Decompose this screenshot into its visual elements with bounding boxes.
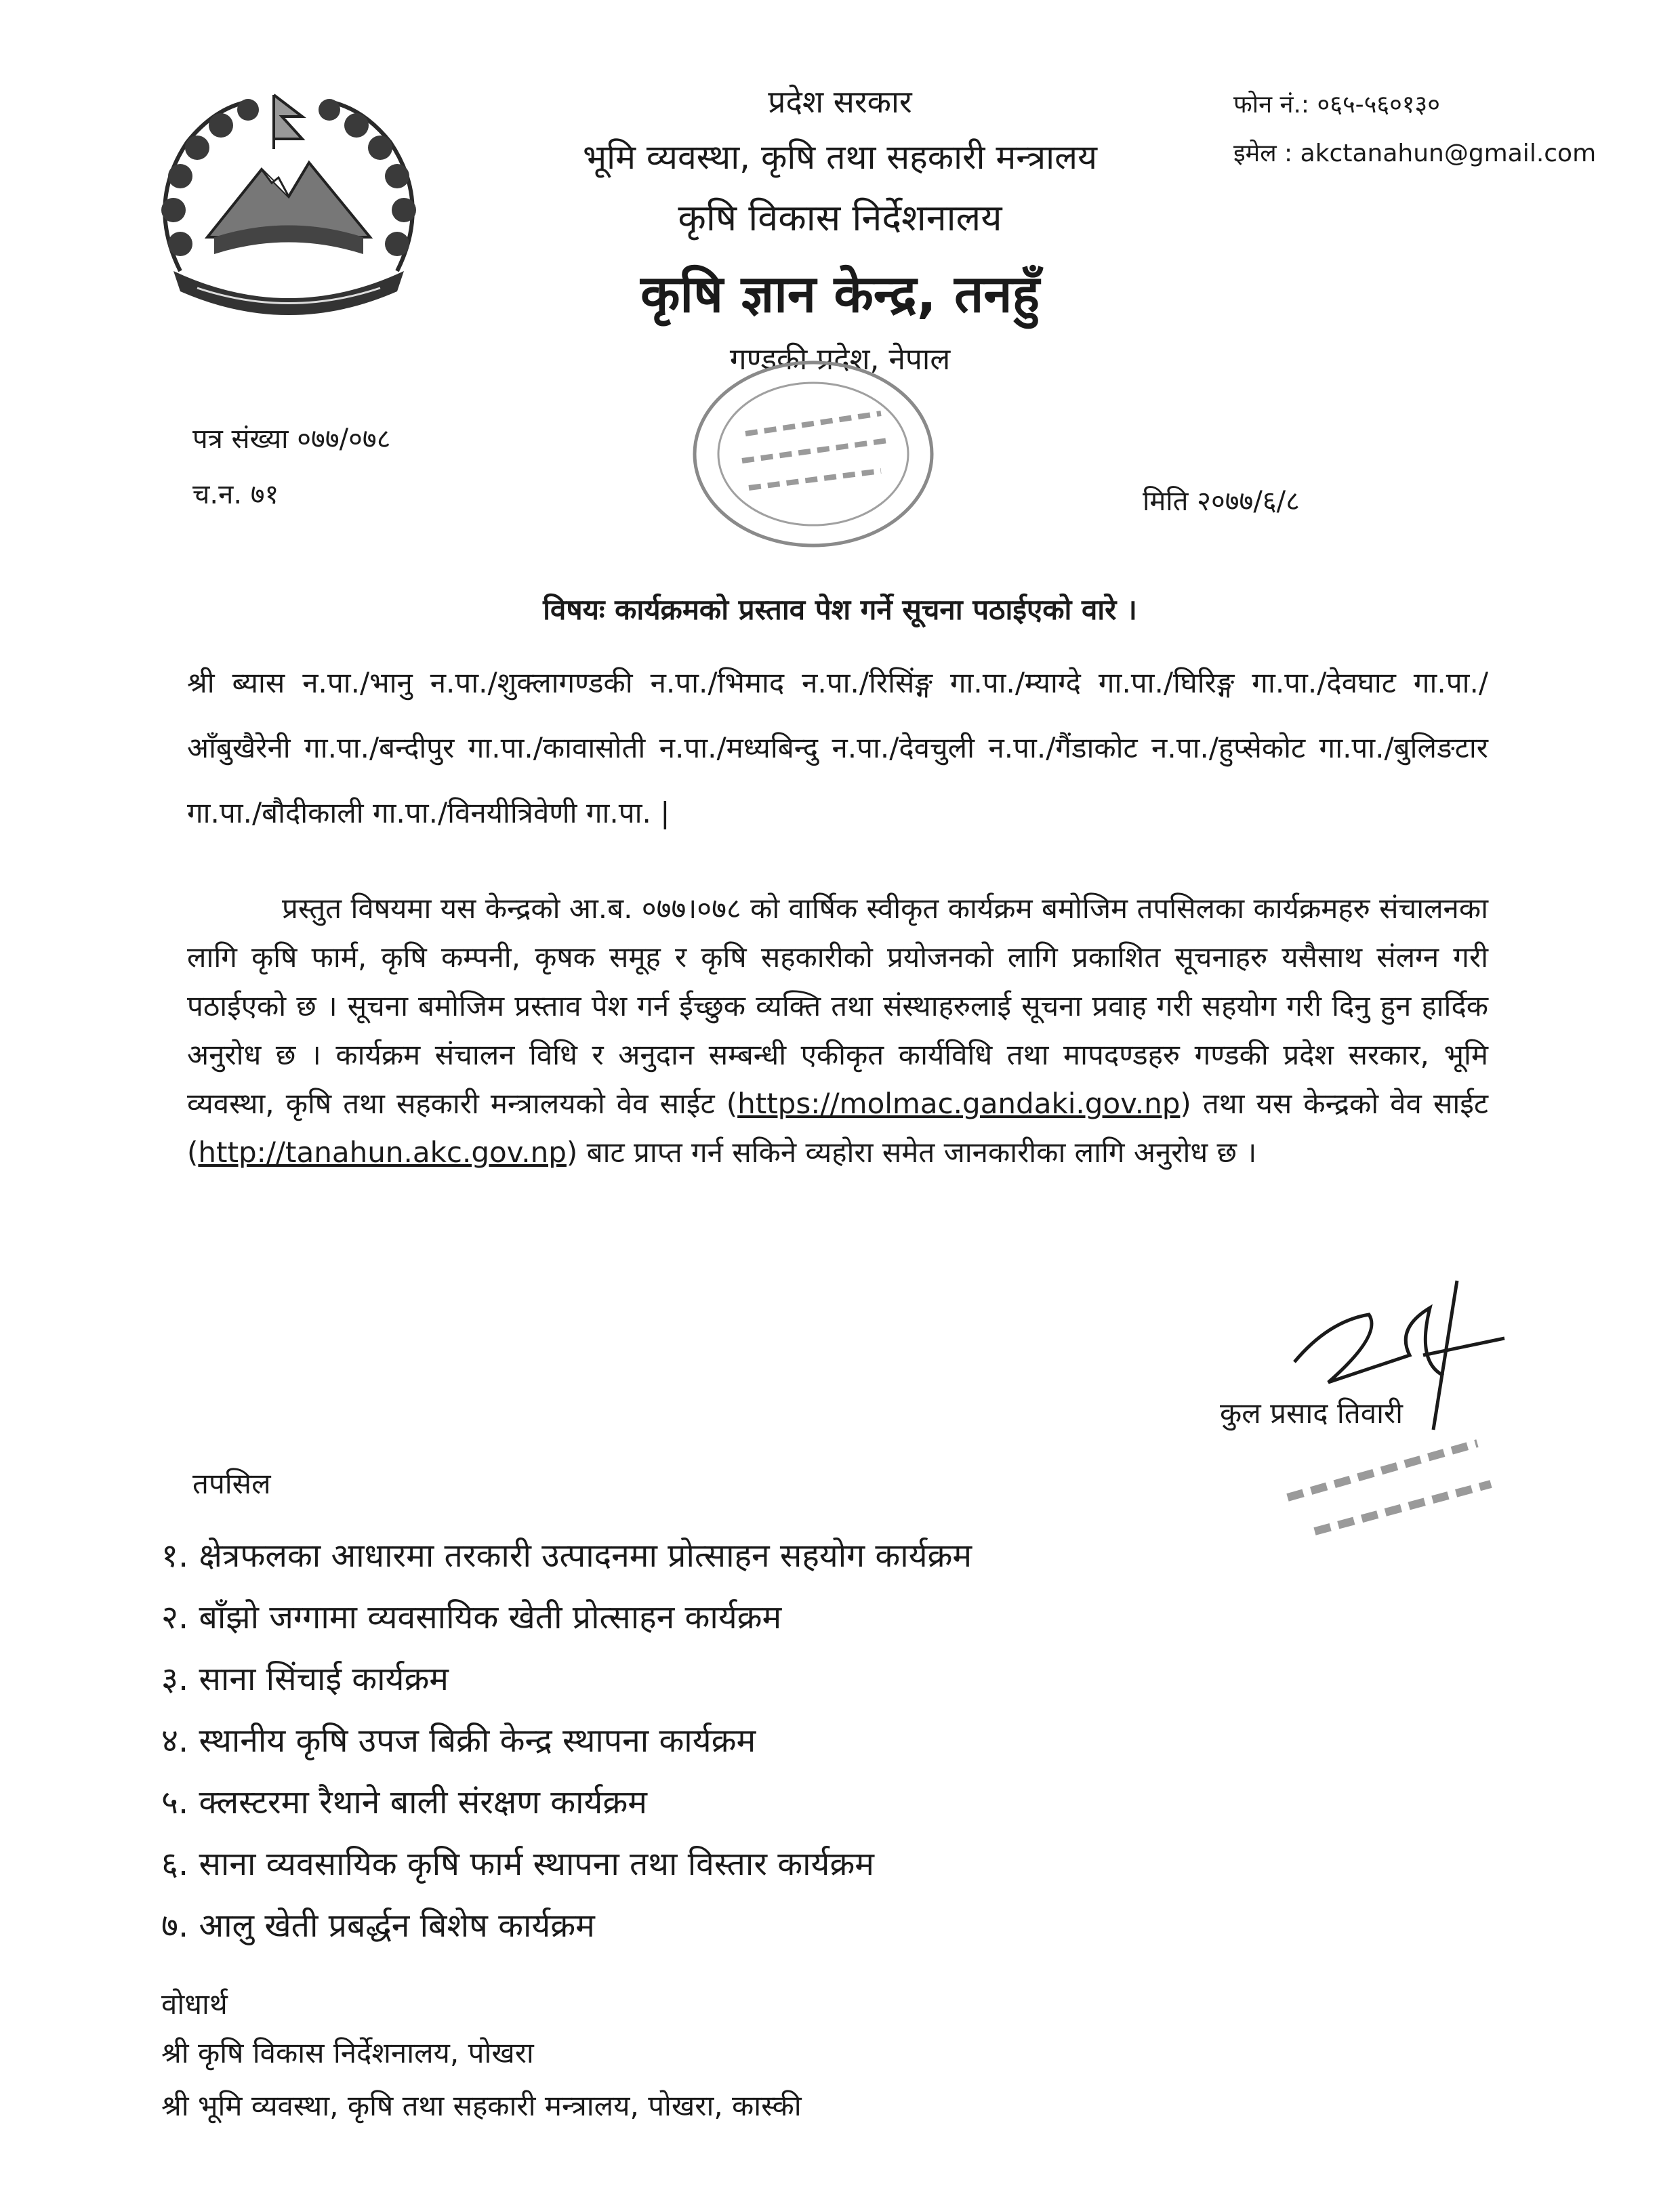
center-website-link[interactable]: http://tanahun.akc.gov.np <box>198 1136 567 1169</box>
body-text-1: प्रस्तुत विषयमा यस केन्द्रको आ.ब. ०७७।०७८ को वार्षिक स्वीकृत कार्यक्रम बमोजिम तपसिलका कार्यक्रमहरु संचालनका लागि कृषि फार्म, कृषि कम्पनी, कृषक समूह र कृषि सहकारीको प्रयोजनको लागि प्रकाशित सूचनाहरु यसैसाथ संलग्न गरी पठाईएको छ । सूचना बमोजिम प्रस्ताव पेश गर्न ईच्छुक व्यक्ति तथा संस्थाहरुलाई सूचना प्रवाह गरी सहयोग गरी दिनु हुन हार्दिक अनुरोध छ । कार्यक्रम संचालन विधि र अनुदान सम्बन्धी एकीकृत कार्यविधि तथा मापदण्डहरु गण्डकी प्रदेश सरकार, भूमि व्यवस्था, कृषि तथा सहकारी मन्त्रालयको वेव साईट ( <box>187 892 1488 1120</box>
letter-date: मिति २०७७/६/८ <box>1143 486 1300 517</box>
schedule-item: २. बाँझो जग्गामा व्यवसायिक खेती प्रोत्साहन कार्यक्रम <box>161 1598 782 1636</box>
cc-heading: वोधार्थ <box>161 1987 228 2021</box>
letterhead-directorate: कृषि विकास निर्देशनालय <box>678 197 1002 239</box>
contact-email: इमेल : akctanahun@gmail.com <box>1233 140 1597 167</box>
body-text-2: ) तथा यस केन्द्रको वेव साईट ( <box>187 1087 1489 1169</box>
schedule-list <box>161 1533 972 1964</box>
letter-subject: विषयः कार्यक्रमको प्रस्ताव पेश गर्ने सूचना पठाईएको वारे । <box>543 593 1137 626</box>
letterhead-government: प्रदेश सरकार <box>768 83 912 120</box>
letterhead-ministry: भूमि व्यवस्था, कृषि तथा सहकारी मन्त्रालय <box>583 138 1097 177</box>
letterhead-office: कृषि ज्ञान केन्द्र, तनहुँ <box>640 264 1040 324</box>
cc-item: श्री भूमि व्यवस्था, कृषि तथा सहकारी मन्त्रालय, पोखरा, कास्की <box>161 2089 802 2122</box>
ministry-website-link[interactable]: https://molmac.gandaki.gov.np <box>737 1087 1181 1120</box>
schedule-item: ६. साना व्यवसायिक कृषि फार्म स्थापना तथा विस्तार कार्यक्रम <box>161 1845 874 1883</box>
letter-body <box>187 884 1488 1177</box>
schedule-heading: तपसिल <box>192 1467 271 1500</box>
cc-list <box>161 2033 802 2139</box>
schedule-item: १. क्षेत्रफलका आधारमा तरकारी उत्पादनमा प्रोत्साहन सहयोग कार्यक्रम <box>161 1537 972 1575</box>
schedule-item: ५. क्लस्टरमा रैथाने बाली संरक्षण कार्यक्रम <box>161 1783 647 1821</box>
schedule-item: ४. स्थानीय कृषि उपज बिक्री केन्द्र स्थापना कार्यक्रम <box>161 1722 756 1760</box>
dispatch-number: च.न. ७१ <box>192 479 279 510</box>
letterhead-province: गण्डकी प्रदेश, नेपाल <box>729 342 951 377</box>
cc-item: श्री कृषि विकास निर्देशनालय, पोखरा <box>161 2036 534 2069</box>
body-text-3: ) बाट प्राप्त गर्न सकिने व्यहोरा समेत जानकारीका लागि अनुरोध छ । <box>566 1136 1257 1169</box>
letter-number: पत्र संख्या ०७७/०७८ <box>192 424 391 455</box>
addressee-block: श्री ब्यास न.पा./भानु न.पा./शुक्लागण्डकी न.पा./भिमाद न.पा./रिसिंङ्ग गा.पा./म्याग्दे गा.पा./घिरिङ्ग गा.पा./देवघाट गा.पा./आँबुखैरेनी गा.पा./बन्दीपुर गा.पा./कावासोती न.पा./मध्यबिन्दु न.पा./देवचुली न.पा./गैंडाकोट न.पा./हुप्सेकोट गा.पा./बुलिङटार गा.पा./बौदीकाली गा.पा./विनयीत्रिवेणी गा.पा. | <box>187 666 1488 829</box>
signatory-name: कुल प्रसाद तिवारी <box>1220 1397 1404 1430</box>
office-stamp-icon <box>684 352 942 556</box>
contact-phone: फोन नं.: ०६५-५६०१३० <box>1233 91 1440 119</box>
office-stamp-icon <box>1274 1403 1518 1552</box>
schedule-item: ७. आलु खेती प्रबर्द्धन बिशेष कार्यक्रम <box>161 1907 595 1945</box>
schedule-item: ३. साना सिंचाई कार्यक्रम <box>161 1660 449 1698</box>
